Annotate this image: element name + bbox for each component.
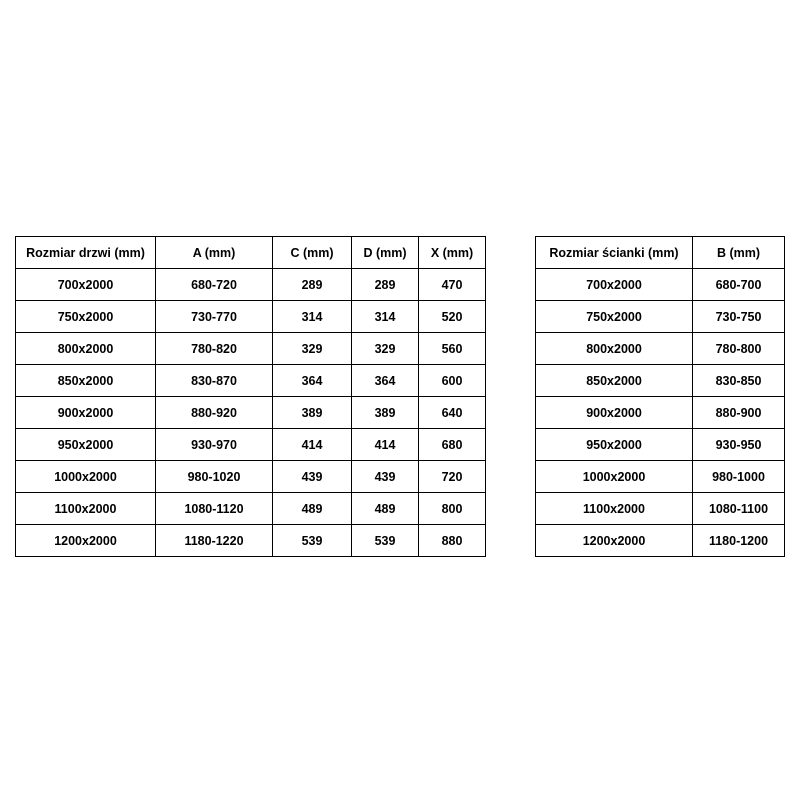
table-cell: 364 — [273, 365, 352, 397]
table-row — [536, 493, 785, 525]
table-cell: 520 — [419, 301, 486, 333]
wall-table-block — [535, 236, 784, 557]
table-row — [16, 493, 486, 525]
table-row — [16, 269, 486, 301]
table-row — [536, 525, 785, 557]
table-row — [16, 525, 486, 557]
table-cell: 980-1000 — [693, 461, 785, 493]
column-header: X (mm) — [419, 237, 486, 269]
table-cell: 950x2000 — [16, 429, 156, 461]
column-header: B (mm) — [693, 237, 785, 269]
table-cell: 750x2000 — [16, 301, 156, 333]
wall-dimension-table — [535, 236, 785, 557]
column-header: Rozmiar ścianki (mm) — [536, 237, 693, 269]
doors-table-block — [15, 236, 485, 557]
table-cell: 700x2000 — [16, 269, 156, 301]
table-cell: 900x2000 — [16, 397, 156, 429]
table-cell: 414 — [352, 429, 419, 461]
table-cell: 539 — [352, 525, 419, 557]
table-cell: 700x2000 — [536, 269, 693, 301]
table-cell: 470 — [419, 269, 486, 301]
table-row — [16, 429, 486, 461]
table-cell: 680 — [419, 429, 486, 461]
table-row — [536, 397, 785, 429]
table-cell: 800x2000 — [536, 333, 693, 365]
table-row — [16, 333, 486, 365]
table-cell: 1100x2000 — [16, 493, 156, 525]
table-cell: 560 — [419, 333, 486, 365]
column-header: C (mm) — [273, 237, 352, 269]
table-cell: 800x2000 — [16, 333, 156, 365]
table-header-row — [536, 237, 785, 269]
table-cell: 800 — [419, 493, 486, 525]
table-cell: 730-750 — [693, 301, 785, 333]
table-cell: 1000x2000 — [536, 461, 693, 493]
table-cell: 830-850 — [693, 365, 785, 397]
table-cell: 780-800 — [693, 333, 785, 365]
table-cell: 289 — [352, 269, 419, 301]
table-cell: 1200x2000 — [536, 525, 693, 557]
table-cell: 730-770 — [156, 301, 273, 333]
table-cell: 720 — [419, 461, 486, 493]
table-cell: 389 — [352, 397, 419, 429]
table-cell: 1200x2000 — [16, 525, 156, 557]
table-cell: 1100x2000 — [536, 493, 693, 525]
table-cell: 980-1020 — [156, 461, 273, 493]
column-header: Rozmiar drzwi (mm) — [16, 237, 156, 269]
table-cell: 900x2000 — [536, 397, 693, 429]
table-cell: 489 — [352, 493, 419, 525]
table-cell: 289 — [273, 269, 352, 301]
table-row — [536, 461, 785, 493]
table-cell: 439 — [352, 461, 419, 493]
table-cell: 880-900 — [693, 397, 785, 429]
table-row — [536, 333, 785, 365]
table-cell: 680-700 — [693, 269, 785, 301]
table-row — [536, 301, 785, 333]
table-cell: 680-720 — [156, 269, 273, 301]
table-cell: 1000x2000 — [16, 461, 156, 493]
table-cell: 314 — [273, 301, 352, 333]
table-cell: 1080-1100 — [693, 493, 785, 525]
table-cell: 314 — [352, 301, 419, 333]
table-cell: 1080-1120 — [156, 493, 273, 525]
table-cell: 640 — [419, 397, 486, 429]
table-cell: 930-970 — [156, 429, 273, 461]
table-cell: 750x2000 — [536, 301, 693, 333]
table-cell: 364 — [352, 365, 419, 397]
table-header-row — [16, 237, 486, 269]
table-cell: 930-950 — [693, 429, 785, 461]
table-cell: 389 — [273, 397, 352, 429]
table-row — [536, 269, 785, 301]
table-cell: 329 — [352, 333, 419, 365]
table-cell: 329 — [273, 333, 352, 365]
table-cell: 600 — [419, 365, 486, 397]
table-cell: 439 — [273, 461, 352, 493]
doors-dimension-table — [15, 236, 486, 557]
tables-container — [0, 236, 800, 557]
table-cell: 414 — [273, 429, 352, 461]
table-cell: 950x2000 — [536, 429, 693, 461]
table-cell: 539 — [273, 525, 352, 557]
table-cell: 830-870 — [156, 365, 273, 397]
table-cell: 880 — [419, 525, 486, 557]
table-row — [536, 429, 785, 461]
table-cell: 850x2000 — [16, 365, 156, 397]
table-cell: 489 — [273, 493, 352, 525]
column-header: A (mm) — [156, 237, 273, 269]
table-cell: 780-820 — [156, 333, 273, 365]
table-cell: 1180-1200 — [693, 525, 785, 557]
column-header: D (mm) — [352, 237, 419, 269]
table-row — [536, 365, 785, 397]
table-row — [16, 461, 486, 493]
table-cell: 1180-1220 — [156, 525, 273, 557]
table-row — [16, 365, 486, 397]
table-row — [16, 301, 486, 333]
table-cell: 850x2000 — [536, 365, 693, 397]
table-row — [16, 397, 486, 429]
table-cell: 880-920 — [156, 397, 273, 429]
